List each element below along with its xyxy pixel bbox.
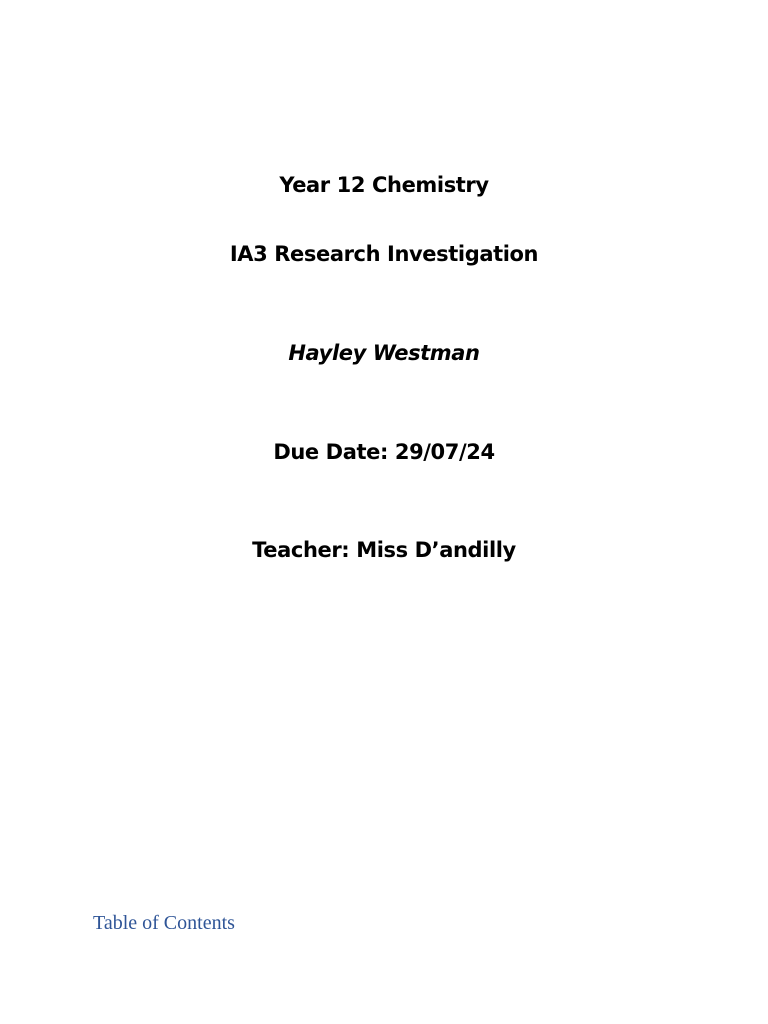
due-date: Due Date: 29/07/24 <box>273 440 495 464</box>
course-title: Year 12 Chemistry <box>279 173 489 197</box>
assessment-title: IA3 Research Investigation <box>229 242 539 266</box>
student-name: Hayley Westman <box>288 341 480 365</box>
table-of-contents-heading: Table of Contents <box>93 912 235 934</box>
teacher-name: Teacher: Miss D’andilly <box>252 538 516 562</box>
